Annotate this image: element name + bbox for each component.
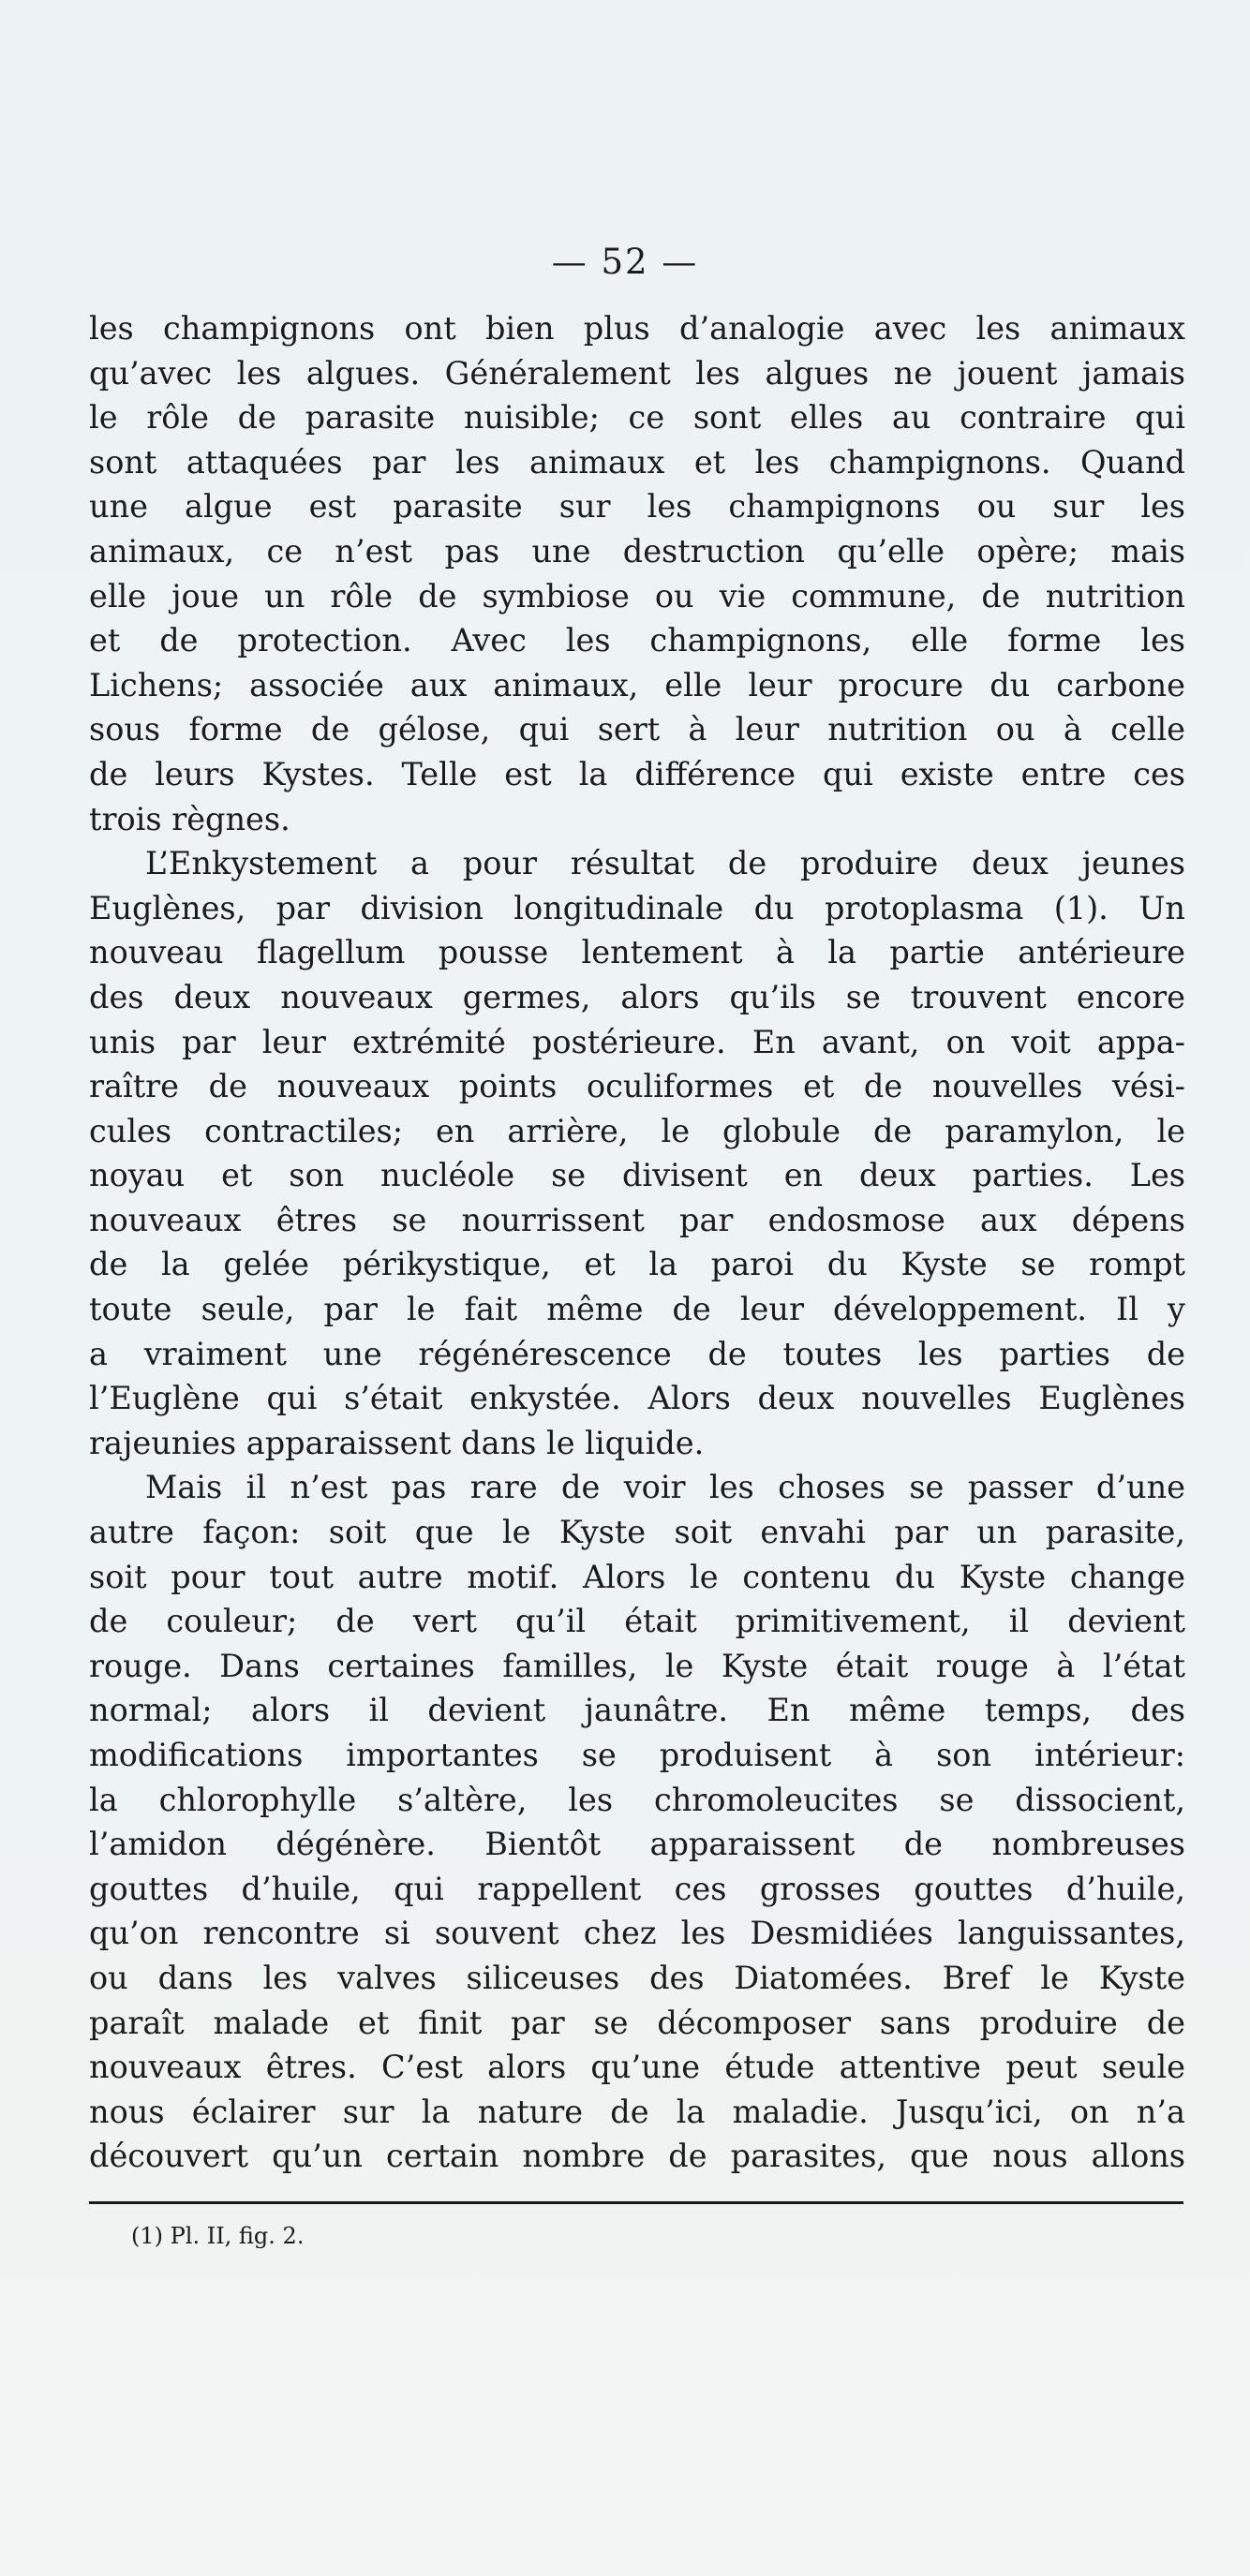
text-line: cules contractiles; en arrière, le globule de paramylon, le [89,1112,1185,1149]
paragraph-1 [89,306,1185,841]
footnote: (1) Pl. II, fig. 2. [131,2223,305,2249]
text-line: l’Euglène qui s’était enkystée. Alors deux nouvelles Euglènes [89,1380,1185,1417]
text-line: de leurs Kystes. Telle est la différence qui existe entre ces [89,755,1185,792]
text-line: Euglènes, par division longitudinale du protoplasma (1). Un [89,889,1185,926]
text-line: le rôle de parasite nuisible; ce sont elles au contraire qui [89,399,1185,437]
text-line: raître de nouveaux points oculiformes et de nouvelles vési- [89,1068,1185,1105]
text-line: et de protection. Avec les champignons, elle forme les [89,622,1185,659]
text-line: rouge. Dans certaines familles, le Kyste était rouge à l’état [89,1647,1185,1684]
text-line: l’amidon dégénère. Bientôt apparaissent de nombreuses [89,1826,1185,1863]
text-line: modifications importantes se produisent à son intérieur: [89,1737,1185,1773]
text-line: les champignons ont bien plus d’analogie avec les animaux [89,310,1185,347]
text-line: paraît malade et finit par se décomposer sans produire de [89,2004,1185,2041]
text-line: trois règnes. [89,800,290,837]
text-line: ou dans les valves siliceuses des Diatomées. Bref le Kyste [89,1959,1185,1996]
text-line: de couleur; de vert qu’il était primitivement, il devient [89,1603,1185,1640]
text-line: autre façon: soit que le Kyste soit envahi par un parasite, [89,1514,1185,1551]
text-line: sous forme de gélose, qui sert à leur nutrition ou à celle [89,711,1185,748]
text-line: nouveaux êtres. C’est alors qu’une étude attentive peut seule [89,2049,1185,2086]
text-line: de la gelée périkystique, et la paroi du Kyste se rompt [89,1246,1185,1283]
text-line: Lichens; associée aux animaux, elle leur procure du carbone [89,666,1185,703]
text-line: des deux nouveaux germes, alors qu’ils se trouvent encore [89,978,1185,1015]
page-number: — 52 — [551,242,699,282]
text-line: toute seule, par le fait même de leur développement. Il y [89,1291,1185,1328]
text-line: nouveaux êtres se nourrissent par endosmose aux dépens [89,1201,1185,1238]
text-line: nouveau flagellum pousse lentement à la partie antérieure [89,934,1185,971]
text-line: animaux, ce n’est pas une destruction qu’elle opère; mais [89,532,1185,570]
text-line: noyau et son nucléole se divisent en deux parties. Les [89,1157,1185,1194]
text-line: découvert qu’un certain nombre de parasites, que nous allons [89,2138,1185,2175]
footnote-divider [89,2201,1183,2204]
text-line: normal; alors il devient jaunâtre. En même temps, des [89,1692,1185,1729]
text-line: L’Enkystement a pour résultat de produire deux jeunes [145,845,1185,882]
paragraph-3 [89,1465,1185,2179]
text-line: elle joue un rôle de symbiose ou vie commune, de nutrition [89,577,1185,614]
text-line: sont attaquées par les animaux et les champignons. Quand [89,443,1185,481]
text-line: qu’on rencontre si souvent chez les Desmidiées languissantes, [89,1915,1185,1952]
text-line: nous éclairer sur la nature de la maladie. Jusqu’ici, on n’a [89,2093,1185,2130]
text-line: soit pour tout autre motif. Alors le contenu du Kyste change [89,1558,1185,1595]
body-text [89,306,1185,2179]
text-line: unis par leur extrémité postérieure. En avant, on voit appa- [89,1023,1185,1060]
text-line: Mais il n’est pas rare de voir les choses se passer d’une [145,1469,1185,1506]
text-line: qu’avec les algues. Généralement les algues ne jouent jamais [89,354,1185,392]
text-line: une algue est parasite sur les champignons ou sur les [89,488,1185,526]
paragraph-2 [89,841,1185,1465]
text-line: gouttes d’huile, qui rappellent ces grosses gouttes d’huile, [89,1870,1185,1907]
text-line: la chlorophylle s’altère, les chromoleucites se dissocient, [89,1781,1185,1818]
text-line: a vraiment une régénérescence de toutes les parties de [89,1335,1185,1372]
text-line: rajeunies apparaissent dans le liquide. [89,1424,705,1461]
